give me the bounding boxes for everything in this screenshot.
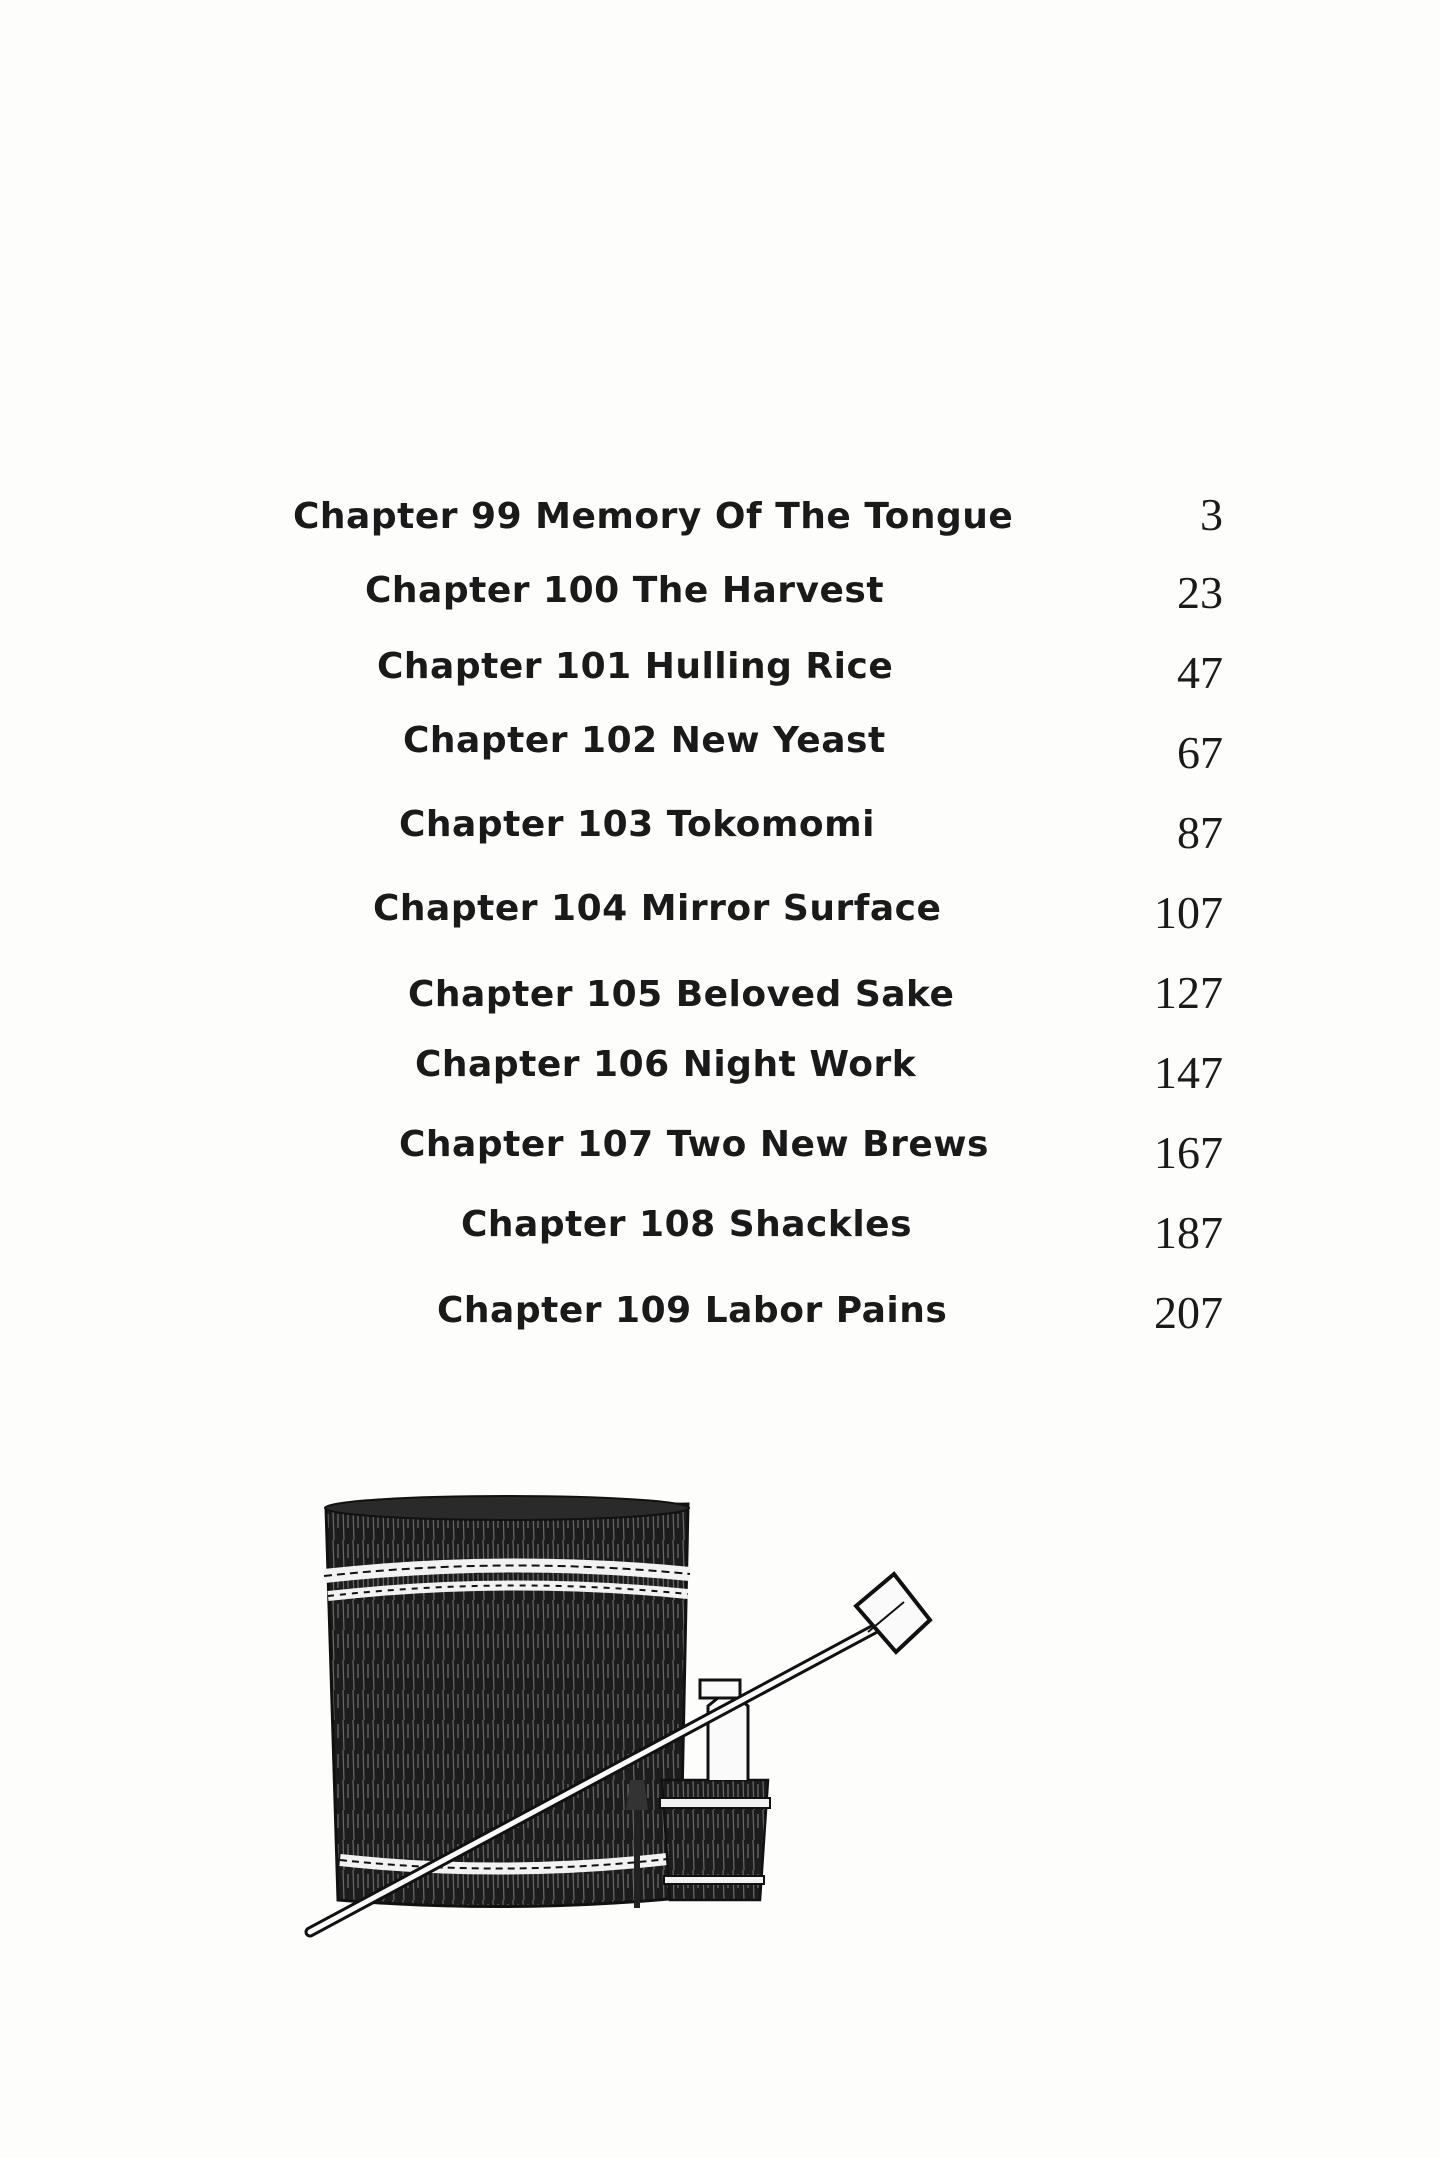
toc-entry-title: Chapter 107 Two New Brews <box>399 1124 989 1165</box>
toc-entry-page: 107 <box>1154 887 1223 938</box>
toc-entry-title: Chapter 101 Hulling Rice <box>377 646 894 687</box>
toc-entry-page: 3 <box>1200 489 1223 540</box>
toc-entry-page: 23 <box>1177 567 1223 618</box>
toc-entry-title: Chapter 108 Shackles <box>461 1204 913 1245</box>
sake-barrel-tools-icon <box>290 1480 980 1960</box>
toc-entry-title: Chapter 105 Beloved Sake <box>408 974 955 1015</box>
toc-entry-page: 67 <box>1177 727 1223 778</box>
toc-entry-page: 147 <box>1154 1047 1223 1098</box>
toc-entry-page: 87 <box>1177 807 1223 858</box>
toc-entry-page: 187 <box>1154 1207 1223 1258</box>
toc-entry-title: Chapter 106 Night Work <box>415 1044 917 1085</box>
toc-entry-title: Chapter 103 Tokomomi <box>399 804 876 845</box>
toc-entry-title: Chapter 99 Memory Of The Tongue <box>293 496 1014 537</box>
toc-entry-title: Chapter 109 Labor Pains <box>437 1290 948 1331</box>
toc-entry-page: 207 <box>1154 1287 1223 1338</box>
toc-entry-title: Chapter 102 New Yeast <box>403 720 886 761</box>
toc-entry-title: Chapter 104 Mirror Surface <box>373 888 942 929</box>
toc-entry-page: 47 <box>1177 647 1223 698</box>
toc-entry-page: 167 <box>1154 1127 1223 1178</box>
toc-entry-title: Chapter 100 The Harvest <box>365 570 885 611</box>
toc-entry-page: 127 <box>1154 967 1223 1018</box>
